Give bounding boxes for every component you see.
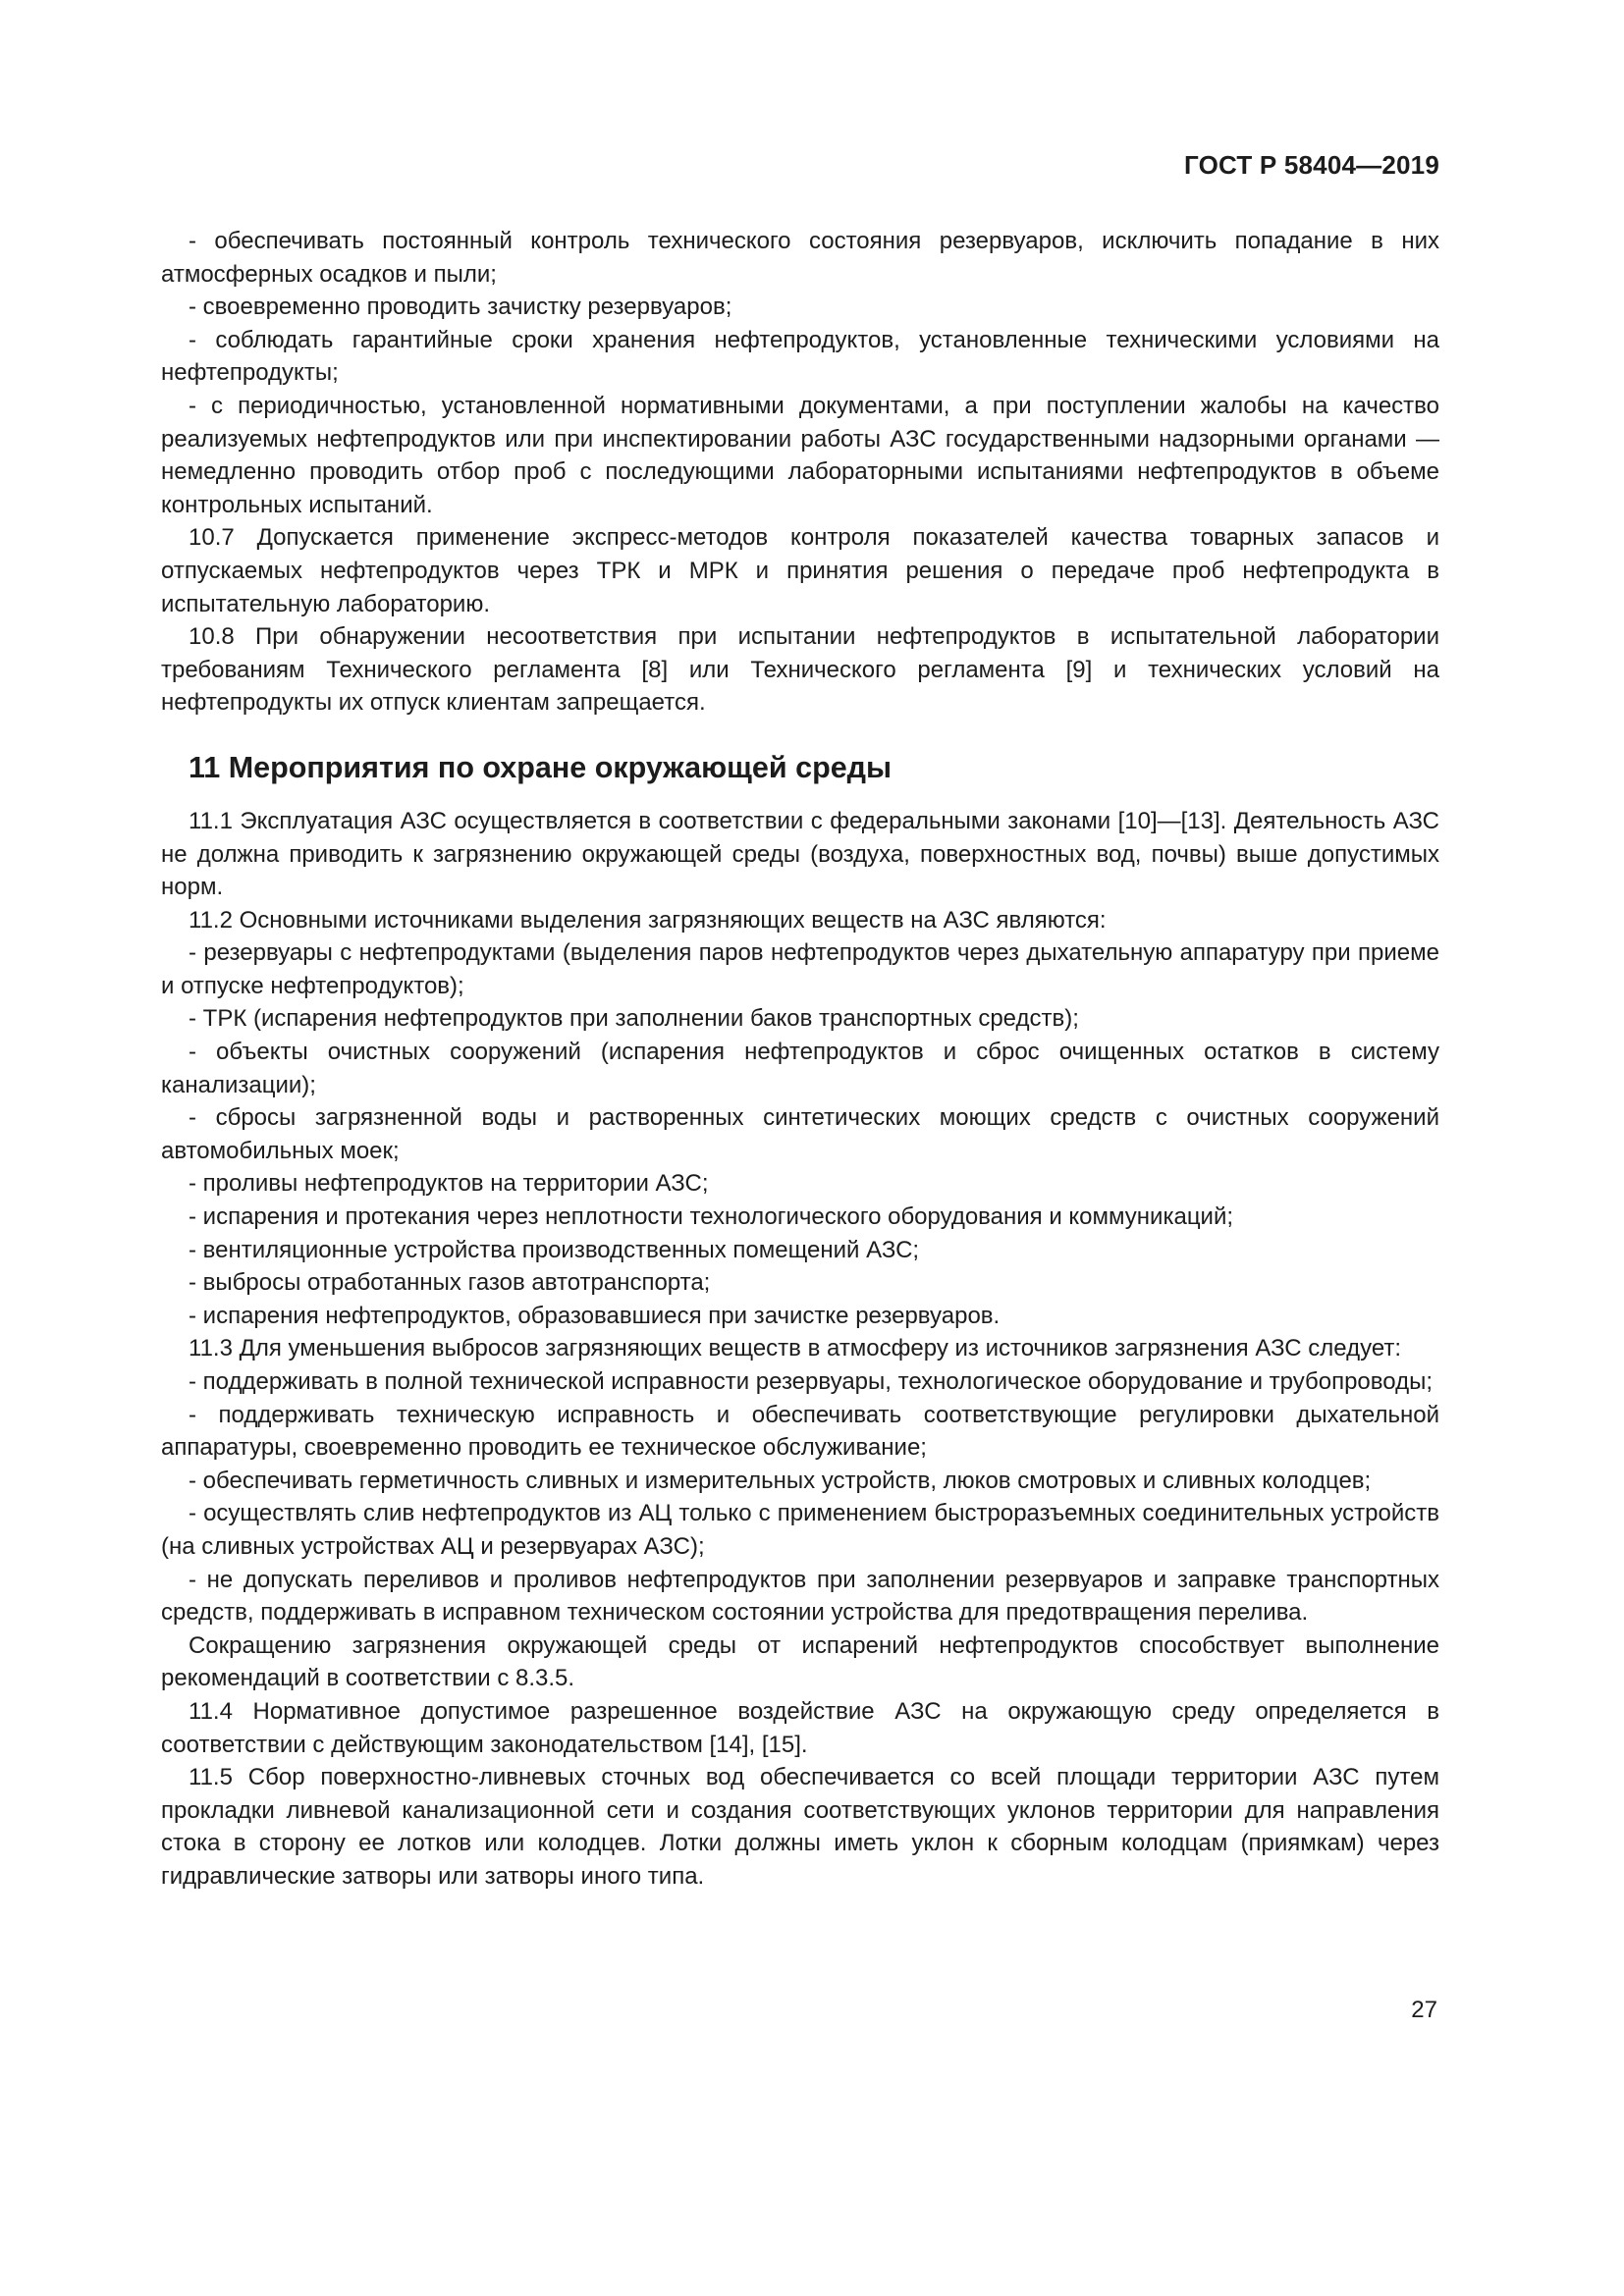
section-heading: 11 Мероприятия по охране окружающей среды xyxy=(189,750,893,784)
list-item: - сбросы загрязненной воды и растворенных синтетических моющих средств с очистных сооружений автомобильных моек; xyxy=(161,1104,1439,1164)
paragraph: 11.5 Сбор поверхностно-ливневых сточных вод обеспечивается со всей площади территории АЗС путем прокладки ливневой канализационной сети и создания соответствующих уклонов территории для направления стока в сторону ее лотков или колодцев. Лотки должны иметь уклон к сборным колодцам (приямкам) через гидравлические затворы или затворы иного типа. xyxy=(161,1764,1439,1890)
page-number: 27 xyxy=(1411,1997,1437,2023)
paragraph: Сокращению загрязнения окружающей среды от испарений нефтепродуктов способствует выполнение рекомендаций в соответствии с 8.3.5. xyxy=(161,1631,1439,1692)
list-item: - выбросы отработанных газов автотранспорта; xyxy=(189,1269,711,1297)
list-item: - испарения и протекания через неплотности технологического оборудования и коммуникаций; xyxy=(189,1203,1234,1231)
paragraph: - с периодичностью, установленной нормативными документами, а при поступлении жалобы на качество реализуемых нефтепродуктов или при инспектировании работы АЗС государственными надзорными органами — немедленно проводить отбор проб с последующими лабораторными испытаниями нефтепродуктов в объеме контрольных испытаний. xyxy=(161,392,1439,518)
list-item: - поддерживать техническую исправность и обеспечивать соответствующие регулировки дыхательной аппаратуры, своевременно проводить ее техническое обслуживание; xyxy=(161,1401,1439,1462)
paragraph: - обеспечивать постоянный контроль технического состояния резервуаров, исключить попадание в них атмосферных осадков и пыли; xyxy=(161,228,1439,288)
list-item: - ТРК (испарения нефтепродуктов при заполнении баков транспортных средств); xyxy=(189,1005,1079,1033)
paragraph: 11.1 Эксплуатация АЗС осуществляется в соответствии с федеральными законами [10]—[13]. Деятельность АЗС не должна приводить к загрязнению окружающей среды (воздуха, поверхностных вод, почвы) выше допустимых норм. xyxy=(161,807,1439,901)
paragraph: 10.8 При обнаружении несоответствия при испытании нефтепродуктов в испытательной лаборатории требованиям Технического регламента [8] или Технического регламента [9] и технических условий на нефтепродукты их отпуск клиентам запрещается. xyxy=(161,623,1439,717)
paragraph: 10.7 Допускается применение экспресс-методов контроля показателей качества товарных запасов и отпускаемых нефтепродуктов через ТРК и МРК и принятия решения о передаче проб нефтепродукта в испытательную лабораторию. xyxy=(161,524,1439,617)
list-item: - резервуары с нефтепродуктами (выделения паров нефтепродуктов через дыхательную аппаратуру при приеме и отпуске нефтепродуктов); xyxy=(161,939,1439,999)
paragraph: - соблюдать гарантийные сроки хранения нефтепродуктов, установленные техническими условиями на нефтепродукты; xyxy=(161,326,1439,387)
document-body xyxy=(161,225,1439,1894)
paragraph: 11.2 Основными источниками выделения загрязняющих веществ на АЗС являются: xyxy=(189,906,1107,934)
list-item: - обеспечивать герметичность сливных и измерительных устройств, люков смотровых и сливных колодцев; xyxy=(189,1467,1372,1494)
list-item: - поддерживать в полной технической исправности резервуары, технологическое оборудование и трубопроводы; xyxy=(189,1368,1433,1395)
paragraph: 11.3 Для уменьшения выбросов загрязняющих веществ в атмосферу из источников загрязнения АЗС следует: xyxy=(189,1335,1402,1362)
list-item: - испарения нефтепродуктов, образовавшиеся при зачистке резервуаров. xyxy=(189,1302,1001,1329)
list-item: - объекты очистных сооружений (испарения нефтепродуктов и сброс очищенных остатков в систему канализации); xyxy=(161,1039,1439,1098)
list-item: - вентиляционные устройства производственных помещений АЗС; xyxy=(189,1236,920,1263)
list-item: - проливы нефтепродуктов на территории АЗС; xyxy=(189,1170,709,1198)
list-item: - не допускать переливов и проливов нефтепродуктов при заполнении резервуаров и заправке транспортных средств, поддерживать в исправном техническом состоянии устройства для предотвращения перелива. xyxy=(161,1566,1439,1627)
paragraph: - своевременно проводить зачистку резервуаров; xyxy=(189,294,732,321)
list-item: - осуществлять слив нефтепродуктов из АЦ только с применением быстроразъемных соединительных устройств (на сливных устройствах АЦ и резервуарах АЗС); xyxy=(161,1500,1439,1560)
paragraph: 11.4 Нормативное допустимое разрешенное воздействие АЗС на окружающую среду определяется в соответствии с действующим законодательством [14], [15]. xyxy=(161,1697,1439,1758)
document-code: ГОСТ Р 58404—2019 xyxy=(1184,150,1439,180)
